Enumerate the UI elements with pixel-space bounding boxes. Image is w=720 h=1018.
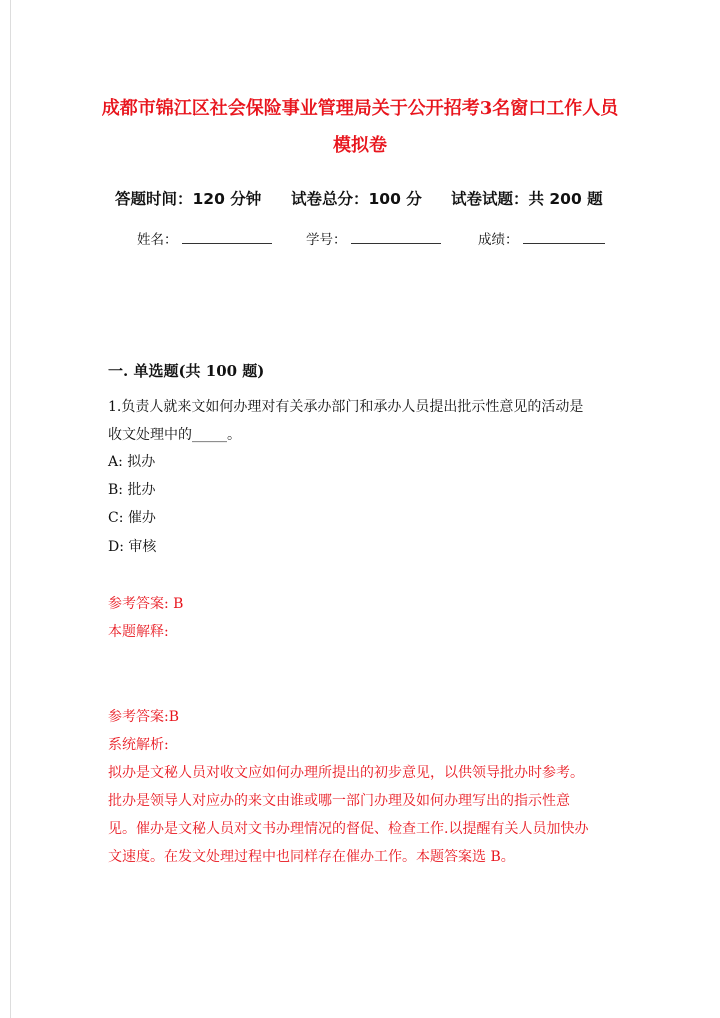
student-id-field xyxy=(306,228,441,248)
grade-field xyxy=(478,228,605,248)
option-d: D: 审核 xyxy=(108,539,157,555)
student-id-blank xyxy=(351,231,441,244)
section-heading: 一. 单选题(共 100 题) xyxy=(108,362,265,380)
explanation-line: 文速度。在发文处理过程中也同样存在催办工作。本题答案选 B。 xyxy=(108,849,515,865)
question-count: 试卷试题：共 200 题 xyxy=(451,190,603,208)
explanation-line: 拟办是文秘人员对收文应如何办理所提出的初步意见，以供领导批办时参考。 xyxy=(108,765,584,781)
title-line-2: 模拟卷 xyxy=(333,135,387,156)
total-score: 试卷总分：100 分 xyxy=(291,190,422,208)
student-id-label: 学号： xyxy=(306,232,347,248)
title-line-1: 成都市锦江区社会保险事业管理局关于公开招考3名窗口工作人员 xyxy=(101,98,619,119)
explanation-label: 本题解释: xyxy=(108,624,169,640)
question-line-1: 1.负责人就来文如何办理对有关承办部门和承办人员提出批示性意见的活动是 xyxy=(108,399,584,415)
name-field xyxy=(137,228,272,248)
name-label: 姓名： xyxy=(137,232,178,248)
explanation-line: 见。催办是文秘人员对文书办理情况的督促、检查工作.以提醒有关人员加快办 xyxy=(108,821,589,837)
system-analysis-label: 系统解析: xyxy=(108,737,169,753)
option-c: C: 催办 xyxy=(108,510,156,526)
name-blank xyxy=(182,231,272,244)
reference-answer-2: 参考答案:B xyxy=(108,709,180,725)
reference-answer: 参考答案: B xyxy=(108,596,184,612)
option-a: A: 拟办 xyxy=(108,454,156,470)
option-b: B: 批办 xyxy=(108,482,156,498)
exam-time: 答题时间：120 分钟 xyxy=(115,190,262,208)
explanation-line: 批办是领导人对应办的来文由谁或哪一部门办理及如何办理写出的指示性意 xyxy=(108,793,570,809)
grade-blank xyxy=(523,231,605,244)
question-line-2: 收文处理中的_____。 xyxy=(108,427,241,443)
grade-label: 成绩： xyxy=(478,232,519,248)
